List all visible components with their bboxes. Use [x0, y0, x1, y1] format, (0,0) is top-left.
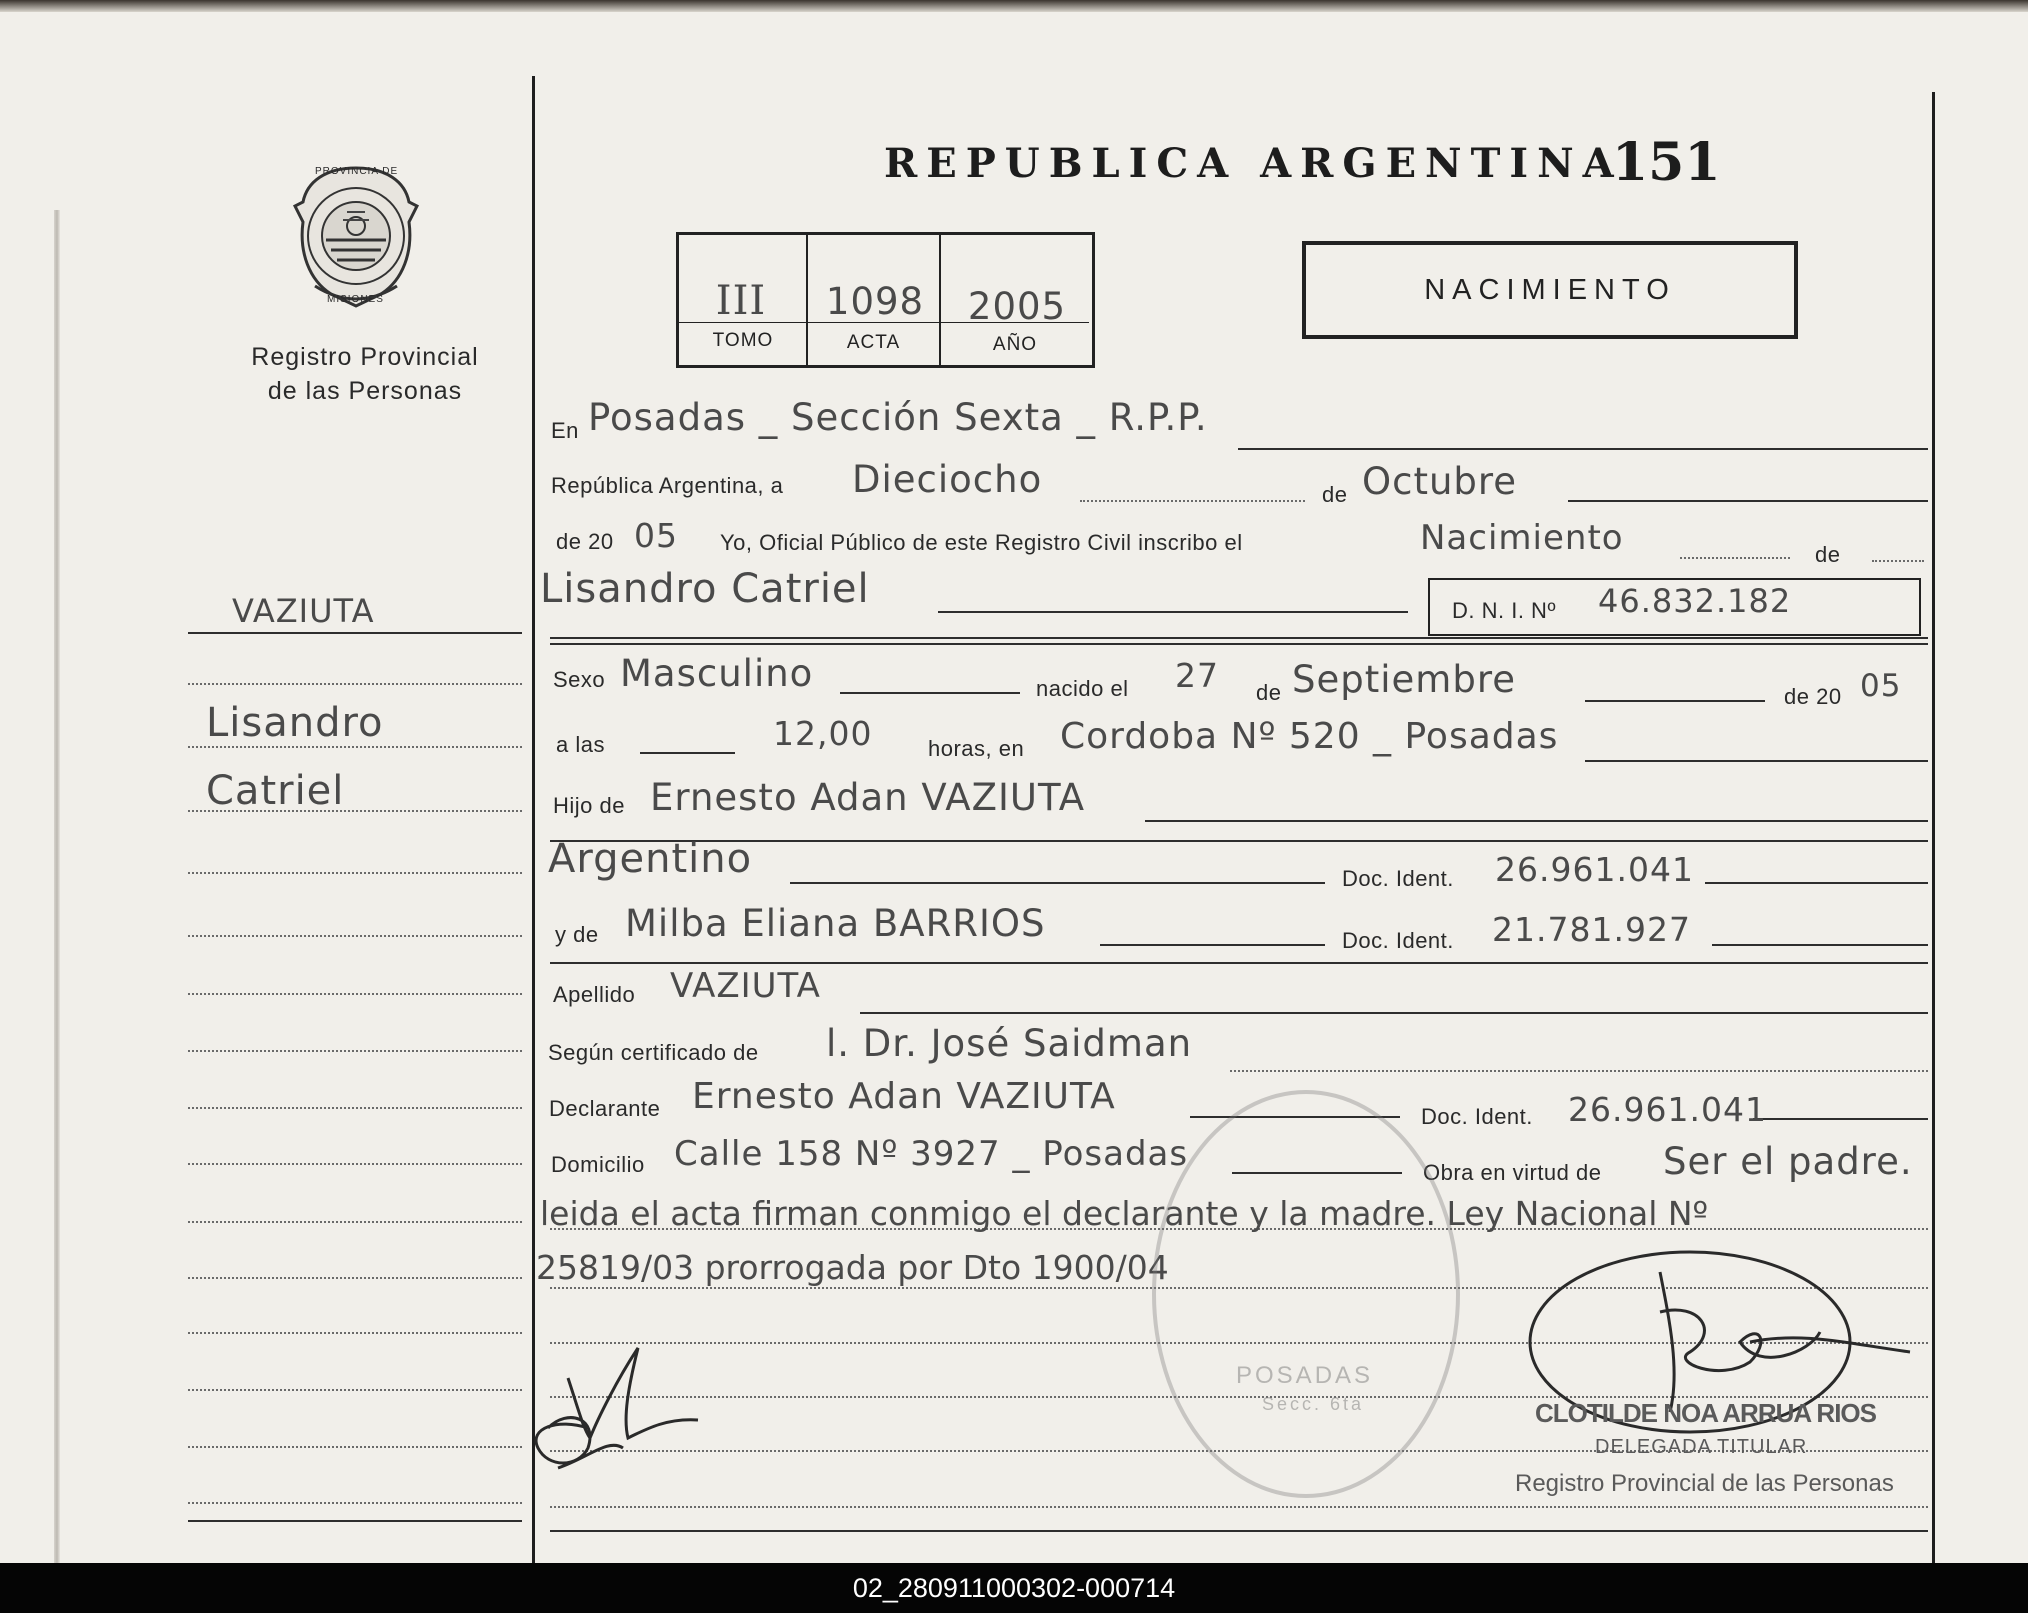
book-binding	[54, 210, 60, 1563]
domicilio-value: Calle 158 Nº 3927 _ Posadas	[674, 1134, 1189, 1174]
month-value: Octubre	[1362, 460, 1518, 503]
hijo-label: Hijo de	[553, 793, 625, 818]
obra-value: Ser el padre.	[1663, 1140, 1913, 1183]
rule	[1585, 760, 1928, 762]
stamp-city: POSADAS	[1236, 1362, 1374, 1389]
rule	[938, 611, 1408, 613]
rule	[1568, 500, 1928, 502]
rule	[1705, 882, 1928, 884]
margin-name-2: Catriel	[206, 768, 345, 814]
de20-label: de 20	[556, 529, 614, 554]
rule	[860, 1012, 1928, 1014]
record-type-box	[1302, 241, 1798, 339]
place-value: Cordoba Nº 520 _ Posadas	[1060, 716, 1559, 757]
rule	[1145, 820, 1928, 822]
apellido-label: Apellido	[553, 982, 636, 1007]
margin-name-1: Lisandro	[206, 700, 384, 746]
father-nationality: Argentino	[548, 836, 753, 882]
country-title: REPUBLICA ARGENTINA	[884, 140, 1623, 187]
en-label: En	[551, 418, 579, 443]
mother-doc: 21.781.927	[1492, 910, 1691, 949]
margin-line	[188, 1502, 522, 1504]
declarant-signature-icon	[528, 1318, 708, 1488]
birth-year: 05	[1860, 668, 1902, 704]
page-top-edge	[0, 0, 2028, 12]
de20-label-2: de 20	[1784, 684, 1842, 709]
rule	[840, 692, 1020, 694]
rule	[550, 962, 1928, 964]
declarante-doc-label: Doc. Ident.	[1421, 1104, 1533, 1129]
margin-line	[188, 872, 522, 874]
dni-value: 46.832.182	[1598, 582, 1792, 620]
acta-label: ACTA	[846, 332, 901, 353]
mother-doc-label: Doc. Ident.	[1342, 928, 1454, 953]
misiones-seal-icon	[285, 162, 427, 312]
nacido-label: nacido el	[1036, 676, 1129, 701]
birth-month: Septiembre	[1292, 658, 1516, 701]
margin-line	[188, 1277, 522, 1279]
margin-line	[188, 1332, 522, 1334]
father-doc-label: Doc. Ident.	[1342, 866, 1454, 891]
registry-round-stamp	[1152, 1090, 1460, 1498]
rule	[1872, 560, 1924, 562]
mother-name: Milba Eliana BARRIOS	[625, 902, 1046, 945]
right-frame-line	[1932, 92, 1935, 1563]
rule	[1712, 944, 1928, 946]
declarante-value: Ernesto Adan VAZIUTA	[692, 1076, 1116, 1117]
margin-line	[188, 993, 522, 995]
margin-line	[188, 1050, 522, 1052]
republica-label: República Argentina, a	[551, 473, 784, 498]
tomo-value: III	[715, 278, 767, 324]
child-name: Lisandro Catriel	[540, 566, 870, 612]
margin-line	[188, 746, 522, 748]
signatory-office: Registro Provincial de las Personas	[1515, 1470, 1894, 1497]
rule	[1753, 1118, 1928, 1120]
rule	[1080, 500, 1305, 502]
signatory-title: DELEGADA TITULAR	[1595, 1436, 1808, 1458]
image-id-bar	[0, 1563, 2028, 1613]
father-doc: 26.961.041	[1495, 850, 1694, 889]
margin-line	[188, 1389, 522, 1391]
ano-value: 2005	[967, 285, 1067, 328]
registry-line-2: de las Personas	[267, 377, 463, 405]
rule	[1585, 700, 1765, 702]
inscribo-value: Nacimiento	[1420, 518, 1624, 558]
de-label-2: de	[1815, 542, 1841, 567]
declarante-label: Declarante	[549, 1096, 661, 1121]
yo-text: Yo, Oficial Público de este Registro Civil inscribo el	[720, 530, 1243, 555]
rule	[1680, 557, 1790, 559]
stamp-sub: Secc. 6ta	[1262, 1394, 1365, 1414]
domicilio-label: Domicilio	[551, 1152, 645, 1177]
ano-label: AÑO	[992, 334, 1038, 355]
rule	[550, 1506, 1928, 1508]
rule	[790, 882, 1325, 884]
rule-thick	[550, 643, 1928, 645]
signatory-name: CLOTILDE NOA ARRUA RIOS	[1535, 1398, 1876, 1428]
sexo-value: Masculino	[620, 652, 814, 695]
alas-label: a las	[556, 732, 605, 757]
rule	[640, 752, 735, 754]
margin-surname-line	[188, 632, 522, 634]
rule-bottom	[550, 1530, 1928, 1532]
rule-thick	[550, 637, 1928, 639]
margin-line	[188, 935, 522, 937]
rule	[1230, 1070, 1928, 1072]
seal-top-text: PROVINCIA DE	[315, 166, 399, 177]
margin-surname: VAZIUTA	[232, 592, 375, 630]
margin-line	[188, 1221, 522, 1223]
en-value: Posadas _ Sección Sexta _ R.P.P.	[588, 396, 1208, 439]
record-type-label: NACIMIENTO	[1424, 273, 1676, 306]
segun-value: l. Dr. José Saidman	[826, 1022, 1193, 1065]
registry-line-1: Registro Provincial	[251, 343, 479, 371]
apellido-value: VAZIUTA	[670, 966, 821, 1006]
de-label-3: de	[1256, 680, 1282, 705]
horas-label: horas, en	[928, 736, 1025, 761]
note-line-1: leida el acta firman conmigo el declarante y la madre. Ley Nacional Nº	[540, 1194, 1709, 1233]
day-value: Dieciocho	[852, 458, 1043, 501]
rule	[550, 840, 1928, 842]
birth-day: 27	[1175, 656, 1219, 695]
hour-value: 12,00	[773, 714, 873, 753]
yde-label: y de	[555, 922, 599, 947]
note-line-2: 25819/03 prorrogada por Dto 1900/04	[536, 1248, 1169, 1287]
margin-line	[188, 1107, 522, 1109]
margin-bottom-line	[188, 1520, 522, 1522]
rule	[1100, 944, 1325, 946]
de-label: de	[1322, 482, 1348, 507]
obra-label: Obra en virtud de	[1423, 1160, 1602, 1185]
folio-number: 151	[1612, 132, 1721, 193]
registry-name	[230, 340, 500, 408]
margin-line	[188, 683, 522, 685]
acta-value: 1098	[825, 280, 925, 323]
declarante-doc: 26.961.041	[1568, 1090, 1767, 1129]
seal-bottom-text: MISIONES	[327, 294, 384, 305]
margin-line	[188, 1163, 522, 1165]
tomo-label: TOMO	[712, 330, 774, 351]
sexo-label: Sexo	[553, 667, 606, 692]
segun-label: Según certificado de	[548, 1040, 759, 1065]
rule	[1238, 448, 1928, 450]
image-id: 02_280911000302-000714	[852, 1573, 1176, 1603]
year-value: 05	[634, 516, 678, 555]
father-name: Ernesto Adan VAZIUTA	[650, 776, 1086, 819]
dni-label: D. N. I. Nº	[1452, 598, 1556, 623]
margin-line	[188, 1446, 522, 1448]
